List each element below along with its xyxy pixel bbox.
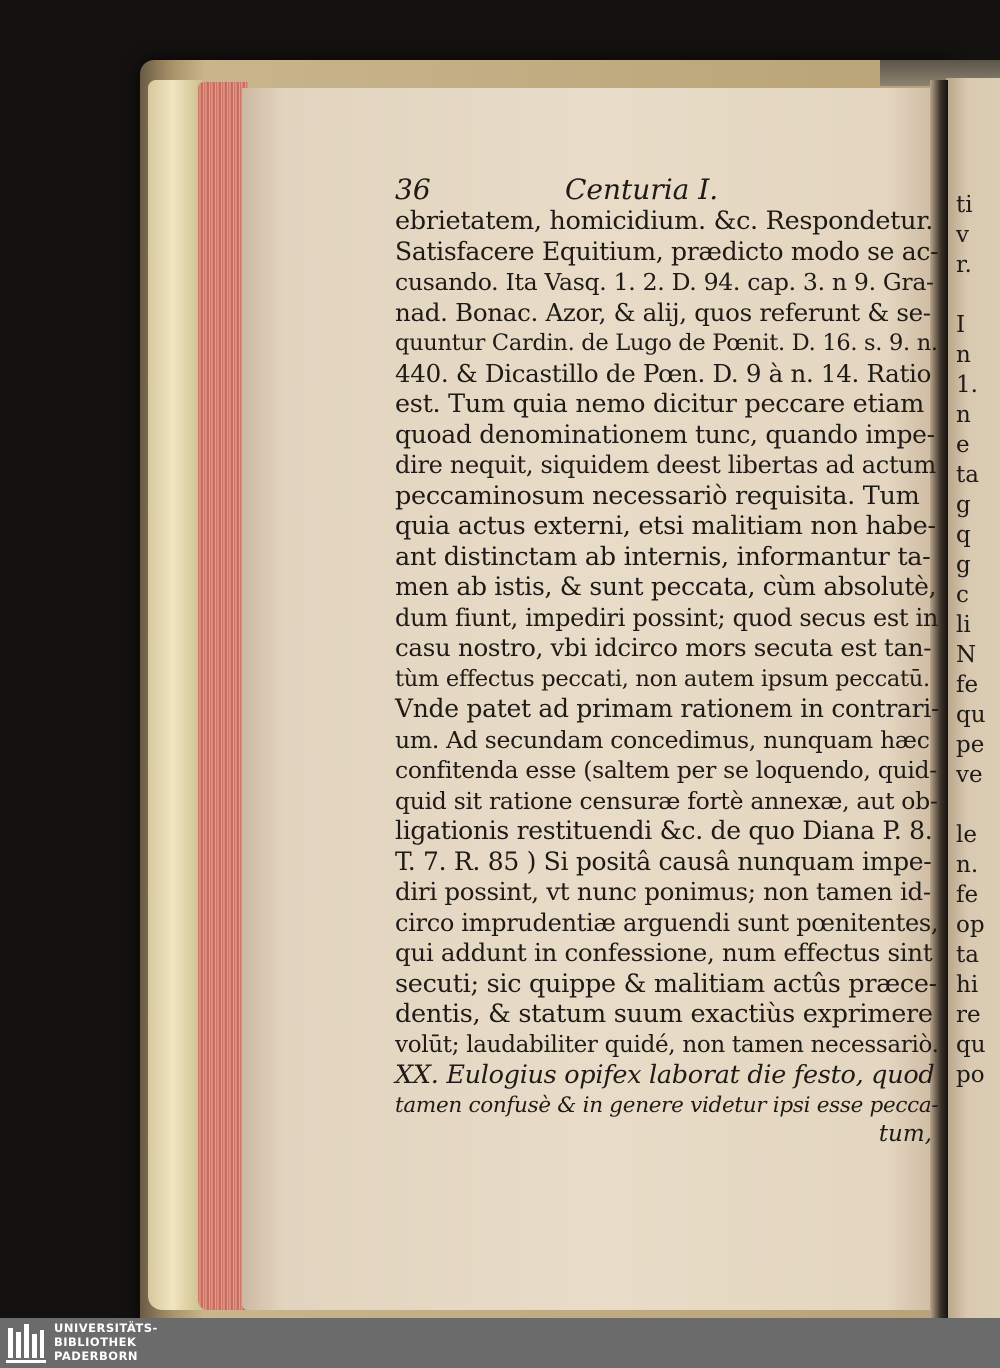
- text-line: men ab istis, & sunt peccata, cùm absolutè,: [395, 572, 937, 601]
- text-line: casu nostro, vbi idcirco mors secuta est tan-: [395, 633, 932, 662]
- institution-line-2: BIBLIOTHEK: [54, 1335, 137, 1349]
- right-page-fragment: po: [956, 1062, 985, 1088]
- text-line: qui addunt in confessione, num effectus sint: [395, 938, 933, 967]
- text-line: peccaminosum necessariò requisita. Tum: [395, 480, 920, 511]
- text-line: Satisfacere Equitium, prædicto modo se ac-: [395, 236, 939, 266]
- right-page-fragment: N: [956, 642, 977, 668]
- right-page-fragment: qu: [956, 702, 986, 728]
- right-page-fragment: I: [956, 312, 966, 338]
- right-page-fragment: pe: [956, 732, 985, 758]
- text-line: ligationis restituendi &c. de quo Diana P. 8.: [395, 816, 933, 845]
- right-page-fragment: [956, 790, 1000, 820]
- institution-name: [54, 1321, 158, 1363]
- right-page-fragment: 1.: [956, 372, 978, 398]
- right-page-fragment: fe: [956, 672, 979, 698]
- institution-line-3: PADERBORN: [54, 1349, 139, 1363]
- library-logo-icon: [6, 1322, 46, 1364]
- right-page-fragment: n: [956, 402, 971, 428]
- text-line: XX. Eulogius opifex laborat die festo, quod: [395, 1060, 935, 1090]
- text-line: ant distinctam ab internis, informantur ta-: [395, 541, 931, 572]
- text-line: dum fiunt, impediri possint; quod secus est in: [395, 603, 939, 632]
- right-page-fragment: e: [956, 432, 970, 458]
- text-line: circo imprudentiæ arguendi sunt pœnitentes,: [395, 908, 939, 937]
- text-line: ebrietatem, homicidium. &c. Respondetur.: [395, 206, 934, 236]
- page-text-block: [395, 170, 940, 1147]
- right-page-fragment: [956, 280, 1000, 310]
- running-title: Centuria I.: [565, 173, 719, 206]
- text-line: tamen confusè & in genere videtur ipsi esse pecca-: [395, 1092, 939, 1118]
- text-line: quid sit ratione censuræ fortè annexæ, aut ob-: [395, 786, 938, 815]
- text-line: volūt; laudabiliter quidé, non tamen necessariò.: [395, 1031, 939, 1058]
- right-page-fragment: ti: [956, 192, 973, 218]
- text-line: quoad denominationem tunc, quando impe-: [395, 419, 935, 449]
- right-page-fragment: ve: [956, 762, 983, 788]
- right-page-fragment: g: [956, 552, 971, 578]
- text-line: nad. Bonac. Azor, & alij, quos referunt & se-: [395, 297, 931, 327]
- red-page-edges: [198, 82, 248, 1310]
- right-page-fragment: r.: [956, 252, 972, 278]
- text-line: confitenda esse (saltem per se loquendo, quid-: [395, 756, 937, 784]
- text-line: tùm effectus peccati, non autem ipsum peccatū.: [395, 665, 930, 692]
- catchword: tum,: [878, 1121, 932, 1147]
- right-page-fragment: qu: [956, 1032, 986, 1058]
- text-line: dire nequit, siquidem deest libertas ad actum: [395, 451, 936, 479]
- book-spine: [148, 80, 203, 1310]
- text-line: T. 7. R. 85 ) Si positâ causâ nunquam impe-: [395, 846, 932, 876]
- text-line: um. Ad secundam concedimus, nunquam hæc: [395, 725, 930, 754]
- text-line: dentis, & statum suum exactiùs exprimere: [395, 999, 933, 1029]
- right-page-fragment: v: [956, 222, 969, 248]
- right-page-fragment: li: [956, 612, 971, 638]
- right-page-fragment: ta: [956, 462, 979, 488]
- text-lines: [395, 206, 940, 1121]
- right-page-fragment: hi: [956, 972, 979, 998]
- text-line: cusando. Ita Vasq. 1. 2. D. 94. cap. 3. n 9. Gra-: [395, 268, 934, 296]
- right-page-fragment: n.: [956, 852, 979, 878]
- text-line: quia actus externi, etsi malitiam non habe-: [395, 511, 936, 541]
- right-page-fragment: c: [956, 582, 969, 608]
- right-page-fragment: fe: [956, 882, 979, 908]
- text-line: est. Tum quia nemo dicitur peccare etiam: [395, 389, 925, 419]
- text-line: 440. & Dicastillo de Pœn. D. 9 à n. 14. Ratio: [395, 358, 932, 388]
- text-line: diri possint, vt nunc ponimus; non tamen id-: [395, 877, 931, 906]
- page-number: 36: [395, 173, 431, 206]
- right-page-fragment: op: [956, 912, 985, 938]
- text-line: quuntur Cardin. de Lugo de Pœnit. D. 16. s. 9. n.: [395, 330, 938, 356]
- text-line: secuti; sic quippe & malitiam actûs præce-: [395, 968, 937, 999]
- right-page-fragment: re: [956, 1002, 981, 1028]
- page-header: [395, 170, 940, 206]
- right-page-fragment: ta: [956, 942, 979, 968]
- text-line: Vnde patet ad primam rationem in contrari-: [395, 694, 940, 723]
- right-page-text-fragments: [956, 190, 1000, 1090]
- right-page-fragment: q: [956, 522, 971, 548]
- institution-line-1: UNIVERSITÄTS-: [54, 1321, 158, 1335]
- right-page-fragment: le: [956, 822, 977, 848]
- right-page-fragment: n: [956, 342, 971, 368]
- right-page-fragment: g: [956, 492, 971, 518]
